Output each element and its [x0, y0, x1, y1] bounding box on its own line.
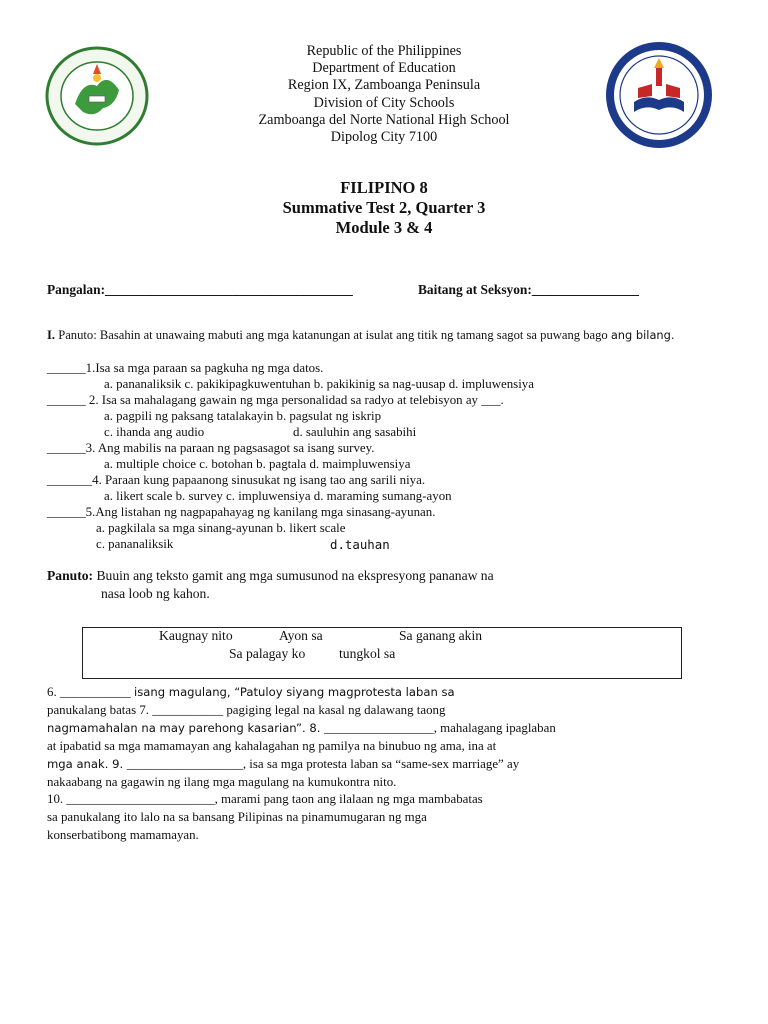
- question-2-stem: ______ 2. Isa sa mahalagang gawain ng mga personalidad sa radyo at telebisyon ay ___.: [47, 393, 504, 407]
- instruction-two-line1: Buuin ang teksto gamit ang mga sumusunod na ekspresyong pananaw na: [93, 568, 494, 583]
- question-4-stem: _______4. Paraan kung papaanong sinusukat ng isang tao ang sarili niya.: [47, 473, 426, 487]
- question-1-choices: a. pananaliksik c. pakikipagkuwentuhan b. pakikinig sa nag-uusap d. impluwensiya: [104, 377, 534, 391]
- question-1-stem: ______1.Isa sa mga paraan sa pagkuha ng mga datos.: [47, 361, 324, 375]
- question-2-choice-d: d. sauluhin ang sasabihi: [293, 425, 417, 439]
- paragraph-line-7: 10. _______________________, marami pang taon ang ilalaan ng mga mambabatas: [47, 792, 483, 807]
- paragraph-line-3: nagmamahalan na may parehong kasarian”. 8. _________________, mahalagang ipaglaban: [47, 720, 556, 735]
- expression-kaugnay: Kaugnay nito: [159, 628, 233, 643]
- header-line-department: Department of Education: [312, 60, 456, 77]
- expression-ayon-sa: Ayon sa: [279, 628, 323, 643]
- paragraph-line-5: mga anak. 9. __________________, isa sa mga protesta laban sa “same-sex marriage” ay: [47, 756, 520, 771]
- instruction-two-label: Panuto:: [47, 568, 94, 583]
- header-line-city: Dipolog City 7100: [330, 129, 438, 146]
- name-field[interactable]: Pangalan:_____________________________________: [47, 282, 353, 297]
- question-2-choices-ab: a. pagpili ng paksang tatalakayin b. pagsulat ng iskrip: [104, 409, 382, 423]
- question-3-choices: a. multiple choice c. botohan b. pagtala d. maimpluwensiya: [104, 457, 411, 471]
- fill-in-paragraph: [47, 684, 556, 845]
- question-5-choice-d: d.tauhan: [330, 537, 390, 552]
- question-5-stem: ______5.Ang listahan ng nagpapahayag ng kanilang mga sinasang-ayunan.: [47, 505, 436, 519]
- header-line-region: Region IX, Zamboanga Peninsula: [287, 77, 481, 94]
- paragraph-line-6: nakaabang na gagawin ng ilang mga magulang na kumukontra nito.: [47, 774, 397, 789]
- instruction-one: [47, 328, 675, 343]
- grade-section-field[interactable]: Baitang at Seksyon:________________: [418, 282, 639, 297]
- question-5-choice-c: c. pananaliksik: [96, 537, 174, 551]
- paragraph-line-8: sa panukalang ito lalo na sa bansang Pilipinas na pinamumugaran ng mga: [47, 810, 427, 825]
- question-2-choice-c: c. ihanda ang audio: [104, 425, 205, 439]
- school-seal-logo: [45, 46, 149, 146]
- instruction-text: Panuto: Basahin at unawaing mabuti ang mga katanungan at isulat ang titik ng tamang sagot sa puwang bago: [55, 328, 611, 342]
- question-3-stem: ______3. Ang mabilis na paraan ng pagsasagot sa isang survey.: [47, 441, 375, 455]
- instruction-two: [47, 567, 494, 602]
- subject-title: FILIPINO 8: [340, 178, 428, 197]
- deped-seal-logo: [604, 40, 714, 150]
- header-line-division: Division of City Schools: [313, 94, 455, 111]
- letterhead: [184, 43, 584, 146]
- header-line-school: Zamboanga del Norte National High School: [258, 111, 510, 128]
- paragraph-line-1: 6. ___________ isang magulang, “Patuloy siyang magprotesta laban sa: [47, 685, 455, 699]
- test-name: Summative Test 2, Quarter 3: [282, 198, 486, 217]
- expressions-box: [82, 627, 682, 679]
- expression-tungkol-sa: tungkol sa: [339, 646, 396, 661]
- paragraph-line-2: panukalang batas 7. ___________ pagiging legal na kasal ng dalawang taong: [47, 702, 446, 717]
- header-line-republic: Republic of the Philippines: [306, 43, 462, 59]
- question-5-choices-ab: a. pagkilala sa mga sinang-ayunan b. likert scale: [96, 521, 346, 535]
- paragraph-line-9: konserbatibong mamamayan.: [47, 828, 199, 843]
- instruction-numeral: I.: [47, 328, 56, 342]
- expression-sa-ganang-akin: Sa ganang akin: [399, 628, 483, 643]
- expression-sa-palagay-ko: Sa palagay ko: [229, 646, 306, 661]
- paragraph-line-4: at ipabatid sa mga mamamayan ang kahalagahan ng pamilya na binubuo ng ama, ina at: [47, 738, 497, 753]
- instruction-tail: ang bilang.: [610, 328, 675, 342]
- question-4-choices: a. likert scale b. survey c. impluwensiya d. maraming sumang-ayon: [104, 489, 452, 503]
- instruction-two-line2: nasa loob ng kahon.: [101, 585, 210, 601]
- module-name: Module 3 & 4: [335, 218, 433, 237]
- test-title: [184, 178, 584, 238]
